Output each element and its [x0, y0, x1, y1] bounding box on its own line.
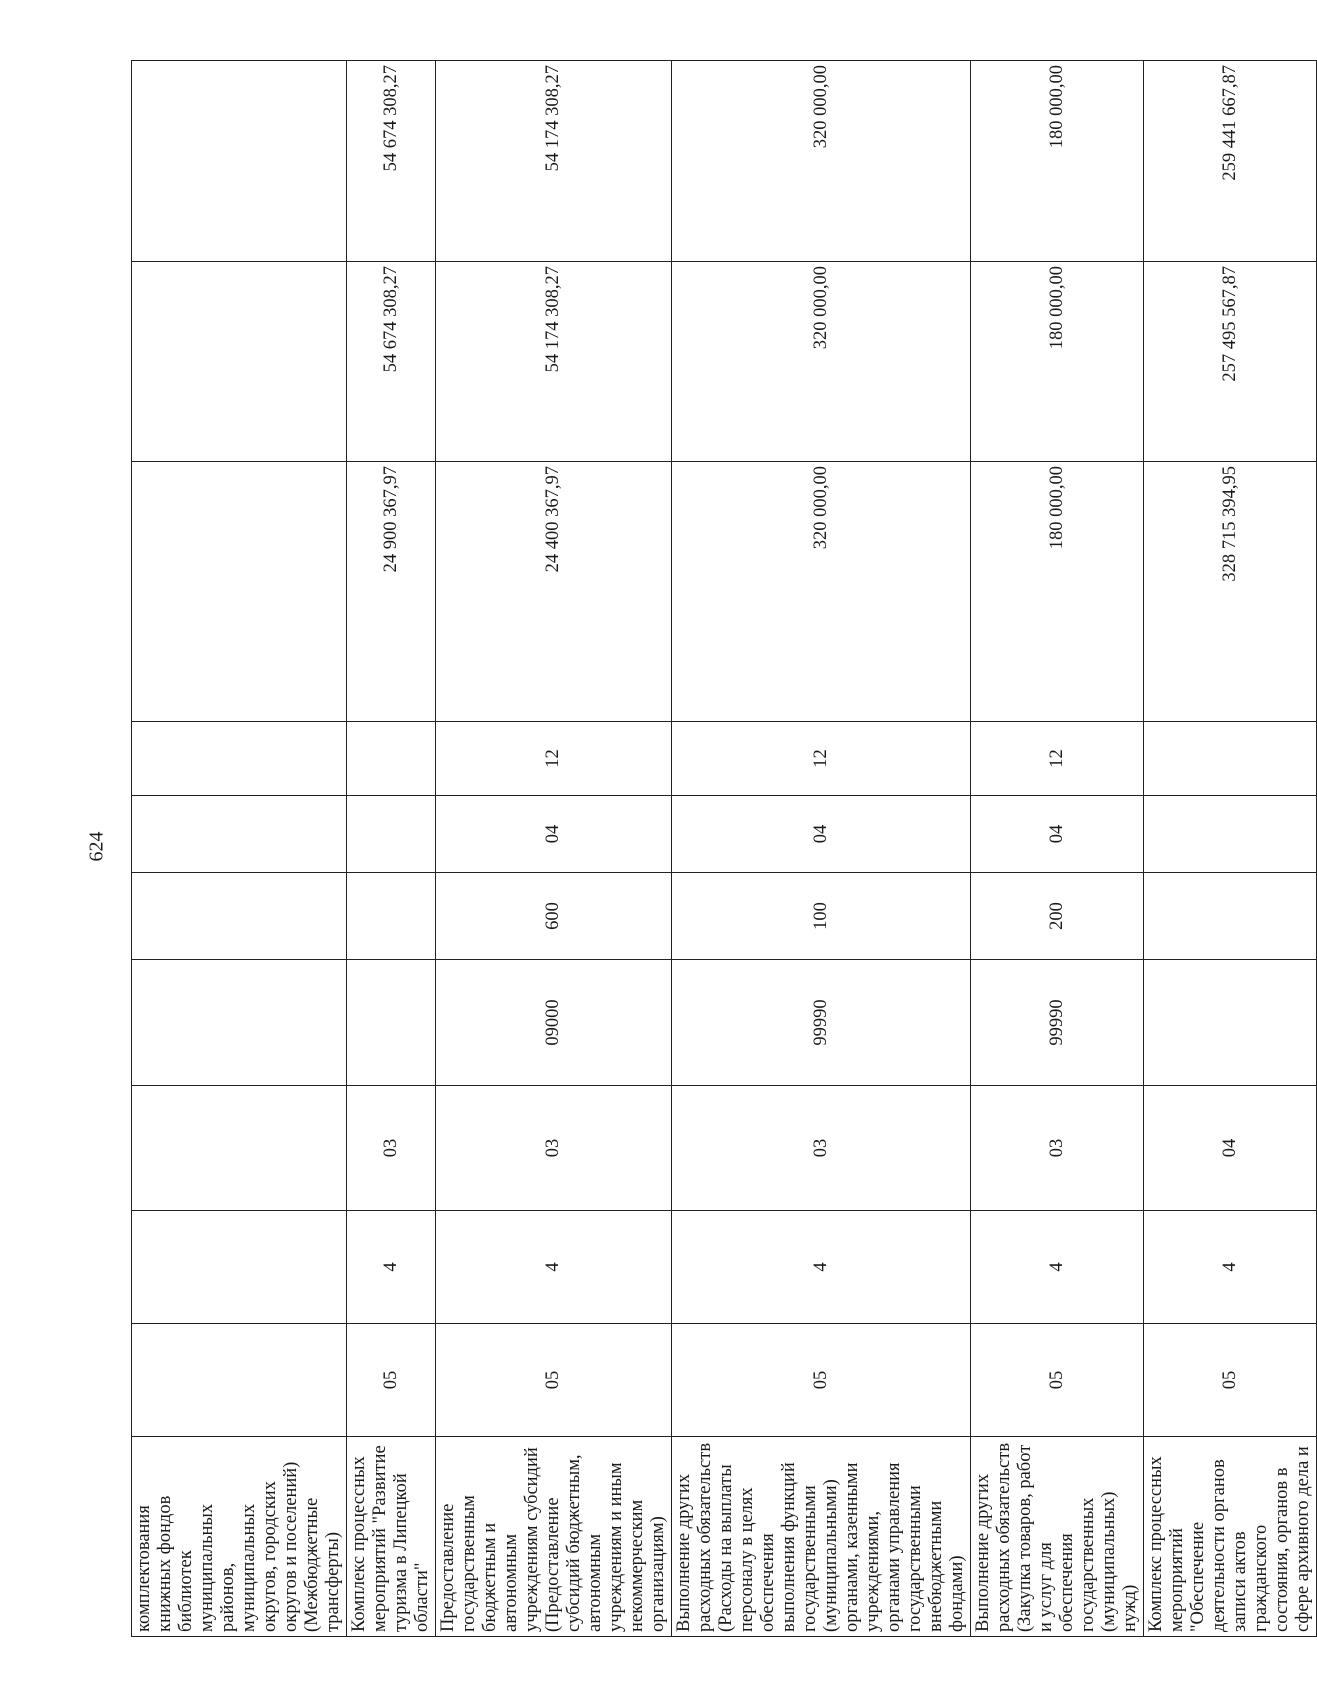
- amount-year2-cell: 54 674 308,27: [347, 262, 436, 462]
- direction-code-cell: 99990: [672, 960, 971, 1086]
- row-name-cell: Комплекс процессных мероприятий "Развитие туризма в Липецкой области": [347, 1437, 436, 1637]
- amount-year2-cell: 54 174 308,27: [436, 262, 672, 462]
- expense-type-cell: 100: [672, 873, 971, 960]
- table-row: [347, 61, 436, 1637]
- complex-code-cell: [132, 1086, 347, 1211]
- direction-code-cell: [132, 960, 347, 1086]
- glava-code-cell: [132, 1324, 347, 1437]
- glava-code-cell: 05: [347, 1324, 436, 1437]
- table-row: [971, 61, 1144, 1637]
- expense-type-cell: [132, 873, 347, 960]
- direction-code-cell: 99990: [971, 960, 1144, 1086]
- subsection-code-cell: [132, 722, 347, 796]
- budget-table: [131, 60, 1317, 1637]
- amount-year3-cell: 180 000,00: [971, 61, 1144, 262]
- table-row: [436, 61, 672, 1637]
- direction-code-cell: 09000: [436, 960, 672, 1086]
- glava-code-cell: 05: [436, 1324, 672, 1437]
- direction-code-cell: [347, 960, 436, 1086]
- subsection-code-cell: 12: [971, 722, 1144, 796]
- subsection-code-cell: 12: [436, 722, 672, 796]
- table-row: [1144, 61, 1317, 1637]
- subsection-code-cell: [1144, 722, 1317, 796]
- subprogram-code-cell: 4: [347, 1211, 436, 1324]
- subprogram-code-cell: 4: [1144, 1211, 1317, 1324]
- amount-year1-cell: 328 715 394,95: [1144, 462, 1317, 722]
- section-code-cell: [1144, 796, 1317, 873]
- amount-year1-cell: 24 400 367,97: [436, 462, 672, 722]
- amount-year1-cell: 24 900 367,97: [347, 462, 436, 722]
- subsection-code-cell: [347, 722, 436, 796]
- amount-year2-cell: 320 000,00: [672, 262, 971, 462]
- row-name-cell: Предоставление государственным бюджетным и автономным учреждениям субсидий (Предоставление субсидий бюджетным, автономным учреждениям и иным некоммерческим организациям): [436, 1437, 672, 1637]
- table-row: [672, 61, 971, 1637]
- direction-code-cell: [1144, 960, 1317, 1086]
- amount-year2-cell: 180 000,00: [971, 262, 1144, 462]
- row-name-cell: Выполнение других расходных обязательств (Закупка товаров, работ и услуг для обеспечения государственных (муниципальных) нужд): [971, 1437, 1144, 1637]
- glava-code-cell: 05: [1144, 1324, 1317, 1437]
- amount-year3-cell: [132, 61, 347, 262]
- subprogram-code-cell: 4: [971, 1211, 1144, 1324]
- page-number: 624: [85, 831, 108, 862]
- section-code-cell: [132, 796, 347, 873]
- complex-code-cell: 03: [672, 1086, 971, 1211]
- section-code-cell: 04: [436, 796, 672, 873]
- amount-year2-cell: 257 495 567,87: [1144, 262, 1317, 462]
- amount-year3-cell: 259 441 667,87: [1144, 61, 1317, 262]
- amount-year1-cell: [132, 462, 347, 722]
- amount-year3-cell: 54 674 308,27: [347, 61, 436, 262]
- rotated-table-frame: [131, 61, 1313, 1637]
- section-code-cell: 04: [672, 796, 971, 873]
- amount-year1-cell: 320 000,00: [672, 462, 971, 722]
- amount-year1-cell: 180 000,00: [971, 462, 1144, 722]
- amount-year3-cell: 54 174 308,27: [436, 61, 672, 262]
- subprogram-code-cell: [132, 1211, 347, 1324]
- complex-code-cell: 03: [971, 1086, 1144, 1211]
- subsection-code-cell: 12: [672, 722, 971, 796]
- amount-year2-cell: [132, 262, 347, 462]
- complex-code-cell: 04: [1144, 1086, 1317, 1211]
- complex-code-cell: 03: [347, 1086, 436, 1211]
- table-row: [132, 61, 347, 1637]
- expense-type-cell: 200: [971, 873, 1144, 960]
- complex-code-cell: 03: [436, 1086, 672, 1211]
- amount-year3-cell: 320 000,00: [672, 61, 971, 262]
- subprogram-code-cell: 4: [436, 1211, 672, 1324]
- glava-code-cell: 05: [971, 1324, 1144, 1437]
- expense-type-cell: [1144, 873, 1317, 960]
- row-name-cell: Выполнение других расходных обязательств (Расходы на выплаты персоналу в целях обеспечения выполнения функций государственными (муниципальными) органами, казенными учреждениями, органами управления государственными внебюджетными фондами): [672, 1437, 971, 1637]
- section-code-cell: [347, 796, 436, 873]
- row-name-cell: Комплекс процессных мероприятий "Обеспечение деятельности органов записи актов гражданского состояния, органов в сфере архивного дела и: [1144, 1437, 1317, 1637]
- subprogram-code-cell: 4: [672, 1211, 971, 1324]
- expense-type-cell: 600: [436, 873, 672, 960]
- glava-code-cell: 05: [672, 1324, 971, 1437]
- row-name-cell: комплектования книжных фондов библиотек муниципальных районов, муниципальных округов, городских округов и поселений) (Межбюджетные трансферты): [132, 1437, 347, 1637]
- section-code-cell: 04: [971, 796, 1144, 873]
- expense-type-cell: [347, 873, 436, 960]
